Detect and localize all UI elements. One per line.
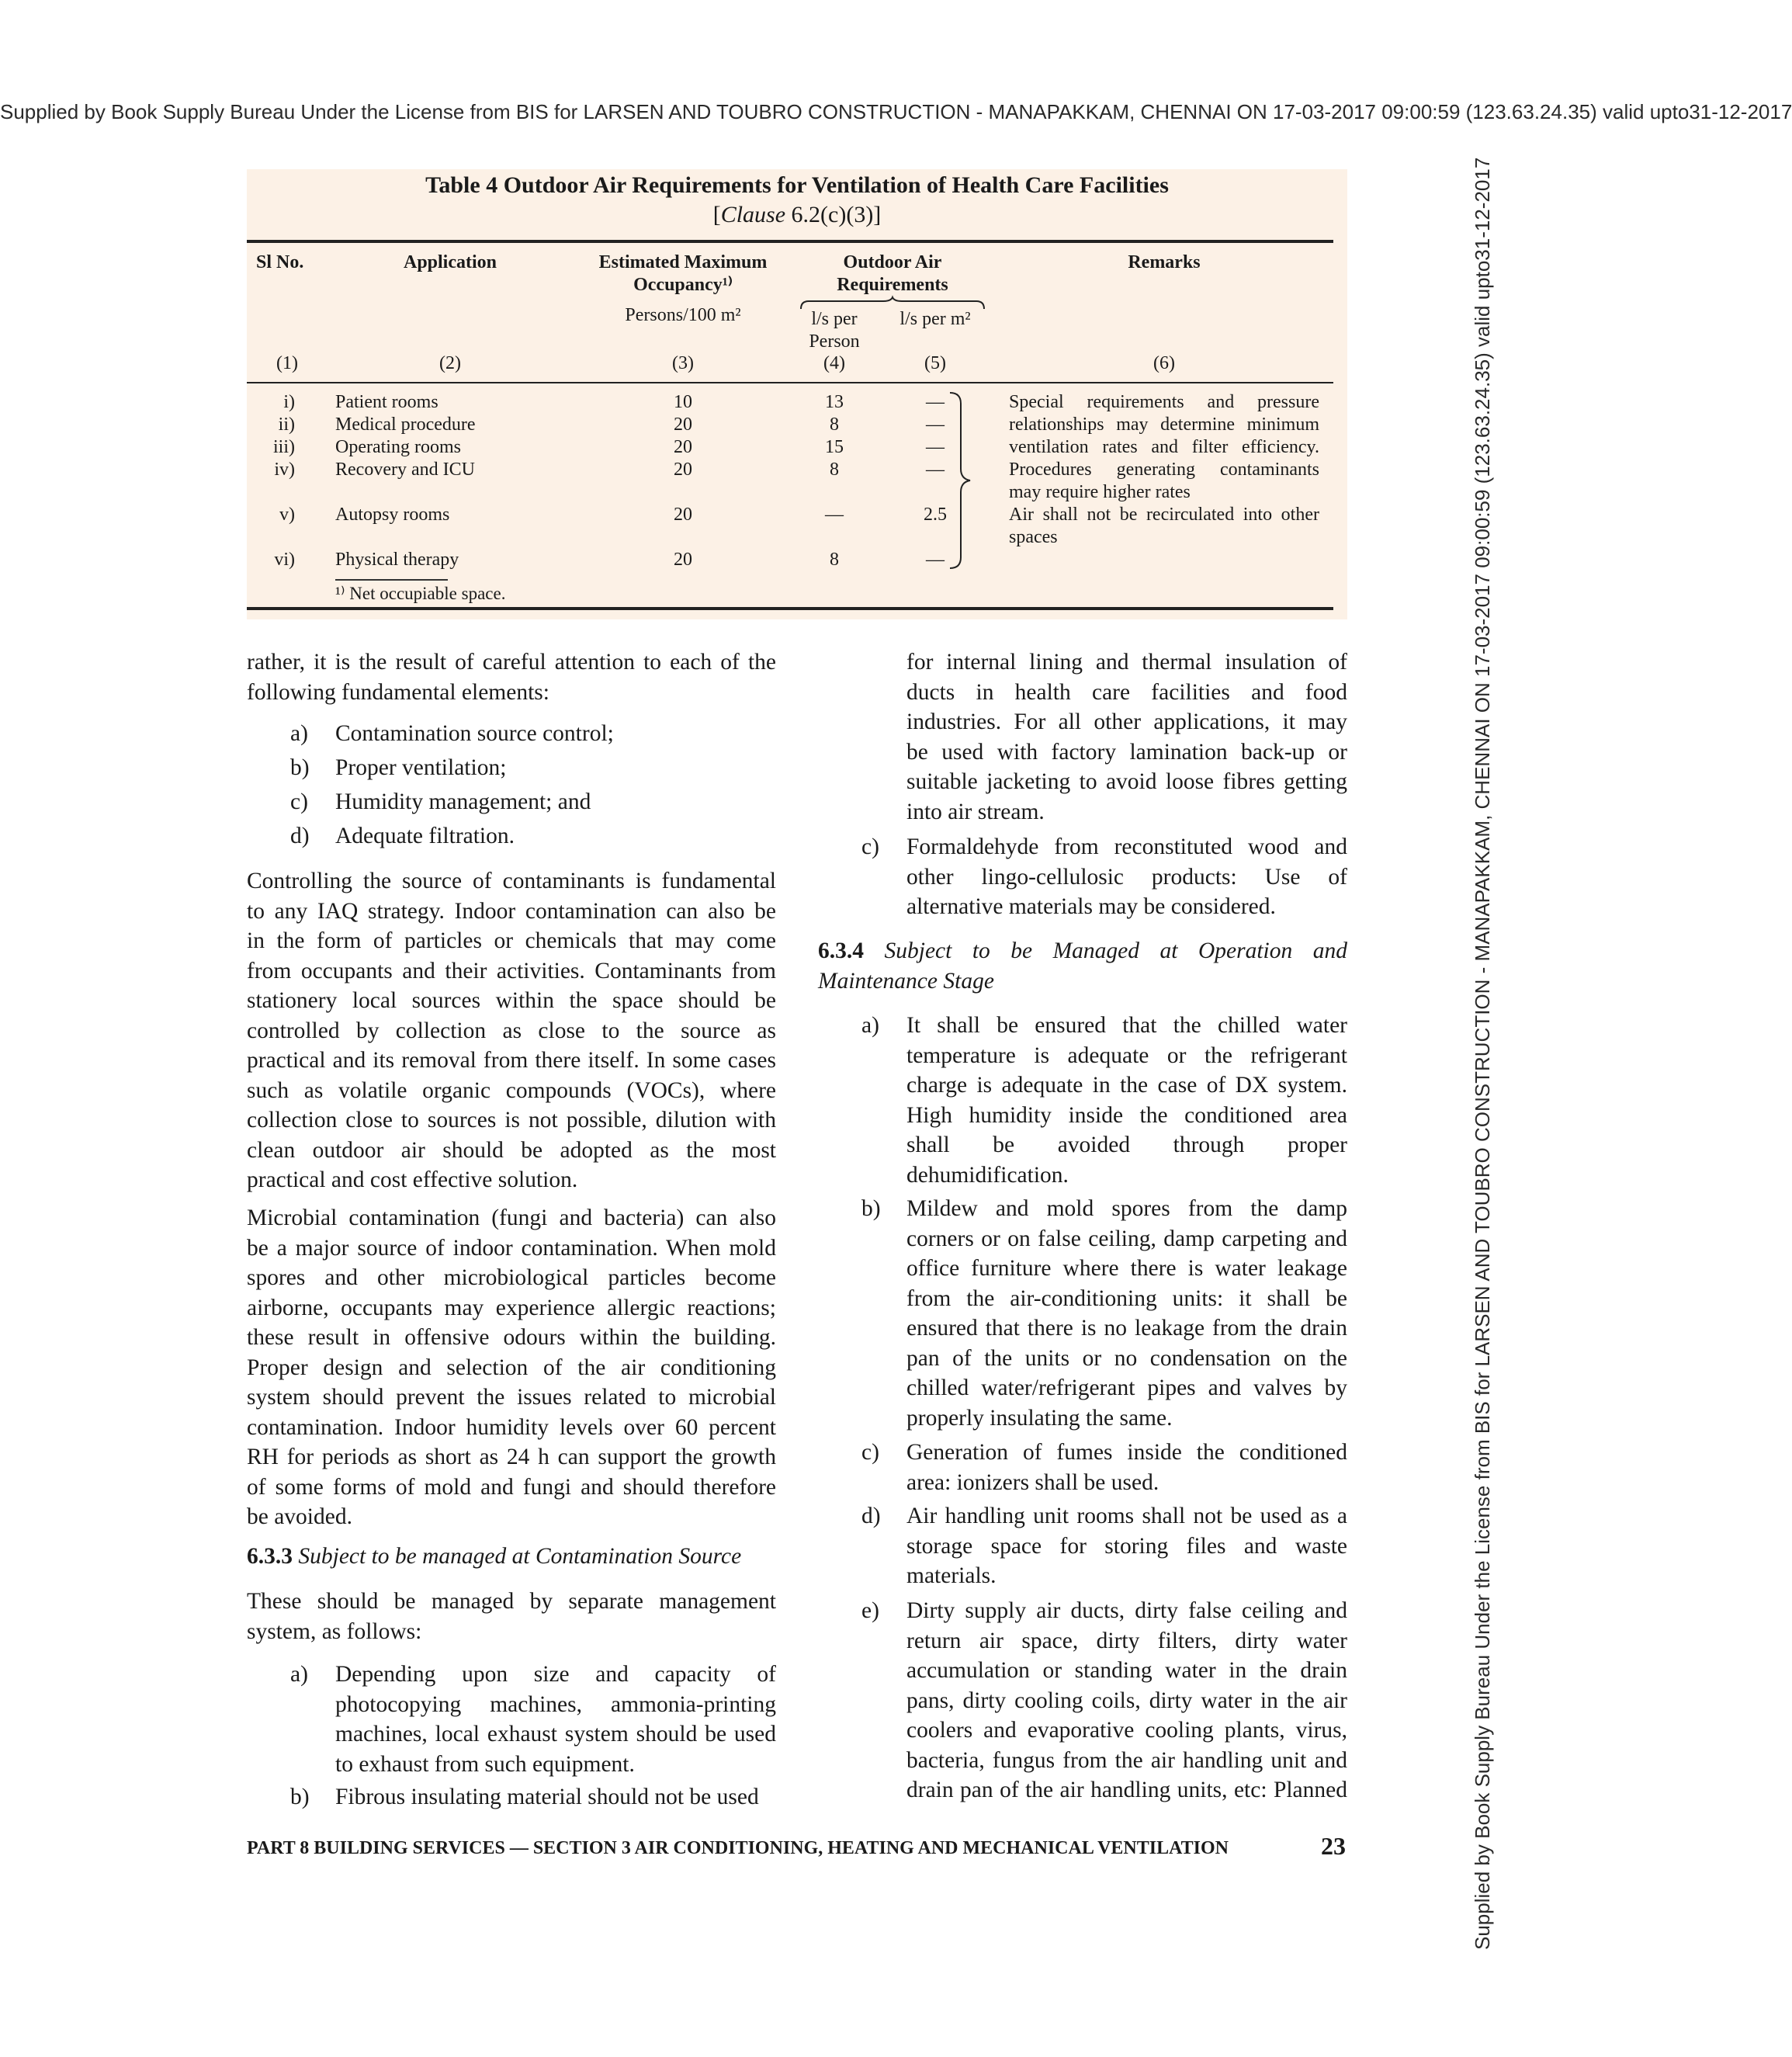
list-item-label: d) (861, 1504, 881, 1528)
left-para-4: These should be managed by separate management system, as follows: (247, 1589, 776, 1644)
table-row-per-m2: — (926, 392, 945, 412)
right-continued-text: for internal lining and thermal insulation of ducts in health care facilities and food industries. For all other applications, it may be used with factory lamination back-up or suitable jacketing to avoid loose fibres getting into air stream. (906, 650, 1347, 824)
table-row-sl: i) (283, 392, 295, 412)
list-item-text: Contamination source control; (335, 721, 614, 746)
list-item-label: b) (290, 1785, 310, 1809)
table-row-per-person: 8 (830, 415, 839, 435)
header-sl-no: Sl No. (256, 252, 304, 272)
list-item-text: Air handling unit rooms shall not be used as a storage space for storing files and waste materials. (906, 1504, 1347, 1588)
section-heading-6-3-4: 6.3.4 Subject to be Managed at Operation and Maintenance Stage (818, 938, 1347, 994)
table-bottom-rule (247, 607, 1333, 610)
list-item-text: It shall be ensured that the chilled water temperature is adequate or the refrigerant charge is adequate in the case of DX system. High humidity inside the conditioned area shall be avoided through proper dehumidification. (906, 1013, 1347, 1188)
list-item-label: c) (290, 789, 308, 814)
section-heading-6-3-3: 6.3.3 Subject to be managed at Contamination Source (247, 1544, 742, 1569)
table-title: Table 4 Outdoor Air Requirements for Ventilation of Health Care Facilities (425, 172, 1169, 198)
left-para-3: Microbial contamination (fungi and bacteria) can also be a major source of indoor contamination. When mold spores and other microbiological particles become airborne, occupants may experience allergic reactions; these result in offensive odours within the building. Proper design and selection of the air conditioning system should prevent the issues related to microbial contamination. Indoor humidity levels over 60 percent RH for periods as short as 24 h can support the growth of some forms of mold and fungi and should therefore be avoided. (247, 1205, 776, 1529)
table-row-per-m2: — (926, 437, 945, 457)
table-row-occ: 10 (674, 392, 692, 412)
list-item-text: Fibrous insulating material should not be used (335, 1785, 759, 1809)
table-row-app: Medical procedure (335, 415, 476, 435)
list-item-label: b) (290, 755, 310, 780)
table-row-per-person: 8 (830, 460, 839, 480)
table-header-rule (247, 382, 1333, 383)
list-item-label: a) (290, 1662, 308, 1687)
list-item-label: b) (861, 1196, 881, 1221)
table-top-rule (247, 240, 1333, 243)
table-row-per-m2: — (926, 415, 945, 435)
table-row-per-m2: — (926, 460, 945, 480)
colnum-5: (5) (924, 353, 946, 373)
header-remarks: Remarks (1128, 252, 1201, 272)
table-row-per-person: — (825, 505, 844, 525)
list-item-text: Dirty supply air ducts, dirty false ceiling and return air space, dirty filters, dirty water accumulation or standing water in the drain pans, dirty cooling coils, dirty water in the air coolers and evaporative cooling plants, virus, bacteria, fungus from the air handling unit and drain pan of the air handling units, etc: Planned (906, 1598, 1347, 1802)
subheader-ls-per-m2: l/s per m² (899, 309, 971, 329)
footnote-rule (335, 579, 448, 581)
list-item-label: c) (861, 834, 879, 859)
table-row-per-m2: — (926, 550, 945, 570)
table-row-occ: 20 (674, 415, 692, 435)
list-item-label: c) (861, 1440, 879, 1465)
header-occupancy: Estimated Maximum Occupancy¹⁾ (598, 252, 768, 295)
table-row-occ: 20 (674, 550, 692, 570)
page-footer: PART 8 BUILDING SERVICES — SECTION 3 AIR CONDITIONING, HEATING AND MECHANICAL VENTILATION (247, 1838, 1229, 1858)
list-item-label: d) (290, 824, 310, 848)
colnum-6: (6) (1153, 353, 1175, 373)
remarks-text: Special requirements and pressure relationships may determine minimum ventilation rates and filter efficiency. Procedures generating contaminants may require higher rates Air shall not be recirculated into other spaces (1009, 392, 1319, 547)
table-row-sl: vi) (274, 550, 295, 570)
table-row-sl: iv) (274, 460, 295, 480)
table-row-app: Physical therapy (335, 550, 459, 570)
list-item-text: Adequate filtration. (335, 824, 515, 848)
table-row-sl: iii) (273, 437, 295, 457)
left-para-1: rather, it is the result of careful attention to each of the following fundamental elements: (247, 650, 776, 705)
watermark-top: Supplied by Book Supply Bureau Under the License from BIS for LARSEN AND TOUBRO CONSTRUCTION - MANAPAKKAM, CHENNAI ON 17-03-2017 09:00:59 (123.63.24.35) valid upto31-12-2017 (0, 100, 1792, 123)
table-row-per-person: 15 (825, 437, 844, 457)
table-row-per-m2: 2.5 (924, 505, 947, 525)
table-row-sl: ii) (278, 415, 295, 435)
header-application: Application (403, 252, 497, 272)
remarks-brace (948, 390, 975, 571)
list-item-label: e) (861, 1598, 879, 1623)
watermark-side: Supplied by Book Supply Bureau Under the License from BIS for LARSEN AND TOUBRO CONSTRUCTION - MANAPAKKAM, CHENNAI ON 17-03-2017 09:00:59 (123.63.24.35) valid upto31-12-2017 (1471, 157, 1494, 1950)
left-para-2: Controlling the source of contaminants is fundamental to any IAQ strategy. Indoor contamination can also be in the form of particles or chemicals that may come from occupants and their activities. Contaminants from stationery local sources within the space should be controlled by collection as close to the source as practical and its removal from there itself. In some cases such as volatile organic compounds (VOCs), where collection close to sources is not possible, dilution with clean outdoor air should be adopted as the most practical and cost effective solution. (247, 869, 776, 1192)
table-row-sl: v) (279, 505, 295, 525)
table-row-per-person: 8 (830, 550, 839, 570)
colnum-3: (3) (672, 353, 694, 373)
header-outdoor-air: Outdoor Air Requirements (837, 252, 948, 295)
colnum-2: (2) (439, 353, 461, 373)
list-item-text: Proper ventilation; (335, 755, 507, 780)
colnum-4: (4) (823, 353, 845, 373)
table-clause: [Clause 6.2(c)(3)] (712, 202, 882, 227)
list-item-label: a) (861, 1013, 879, 1038)
list-item-label: a) (290, 721, 308, 746)
list-item-text: Depending upon size and capacity of photocopying machines, ammonia-printing machines, local exhaust system should be used to exhaust from such equipment. (335, 1662, 776, 1777)
list-item-text: Formaldehyde from reconstituted wood and other lingo-cellulosic products: Use of alternative materials may be considered. (906, 834, 1347, 919)
subheader-persons: Persons/100 m² (625, 305, 741, 325)
page-number: 23 (1321, 1832, 1346, 1860)
table-row-app: Autopsy rooms (335, 505, 450, 525)
list-item-text: Mildew and mold spores from the damp corners or on false ceiling, damp carpeting and office furniture where there is water leakage from the air-conditioning units: it shall be ensured that there is no leakage from the drain pan of the units or no condensation on the chilled water/refrigerant pipes and valves by properly insulating the same. (906, 1196, 1347, 1431)
colnum-1: (1) (276, 353, 298, 373)
table-row-occ: 20 (674, 505, 692, 525)
list-item-text: Humidity management; and (335, 789, 591, 814)
table-row-occ: 20 (674, 460, 692, 480)
table-row-occ: 20 (674, 437, 692, 457)
table-row-app: Patient rooms (335, 392, 438, 412)
subheader-ls-per-person: l/s per Person (809, 309, 860, 352)
table-row-per-person: 13 (825, 392, 844, 412)
table-row-app: Operating rooms (335, 437, 461, 457)
list-item-text: Generation of fumes inside the conditioned area: ionizers shall be used. (906, 1440, 1347, 1495)
table-footnote: ¹⁾ Net occupiable space. (335, 584, 506, 603)
table-row-app: Recovery and ICU (335, 460, 475, 480)
